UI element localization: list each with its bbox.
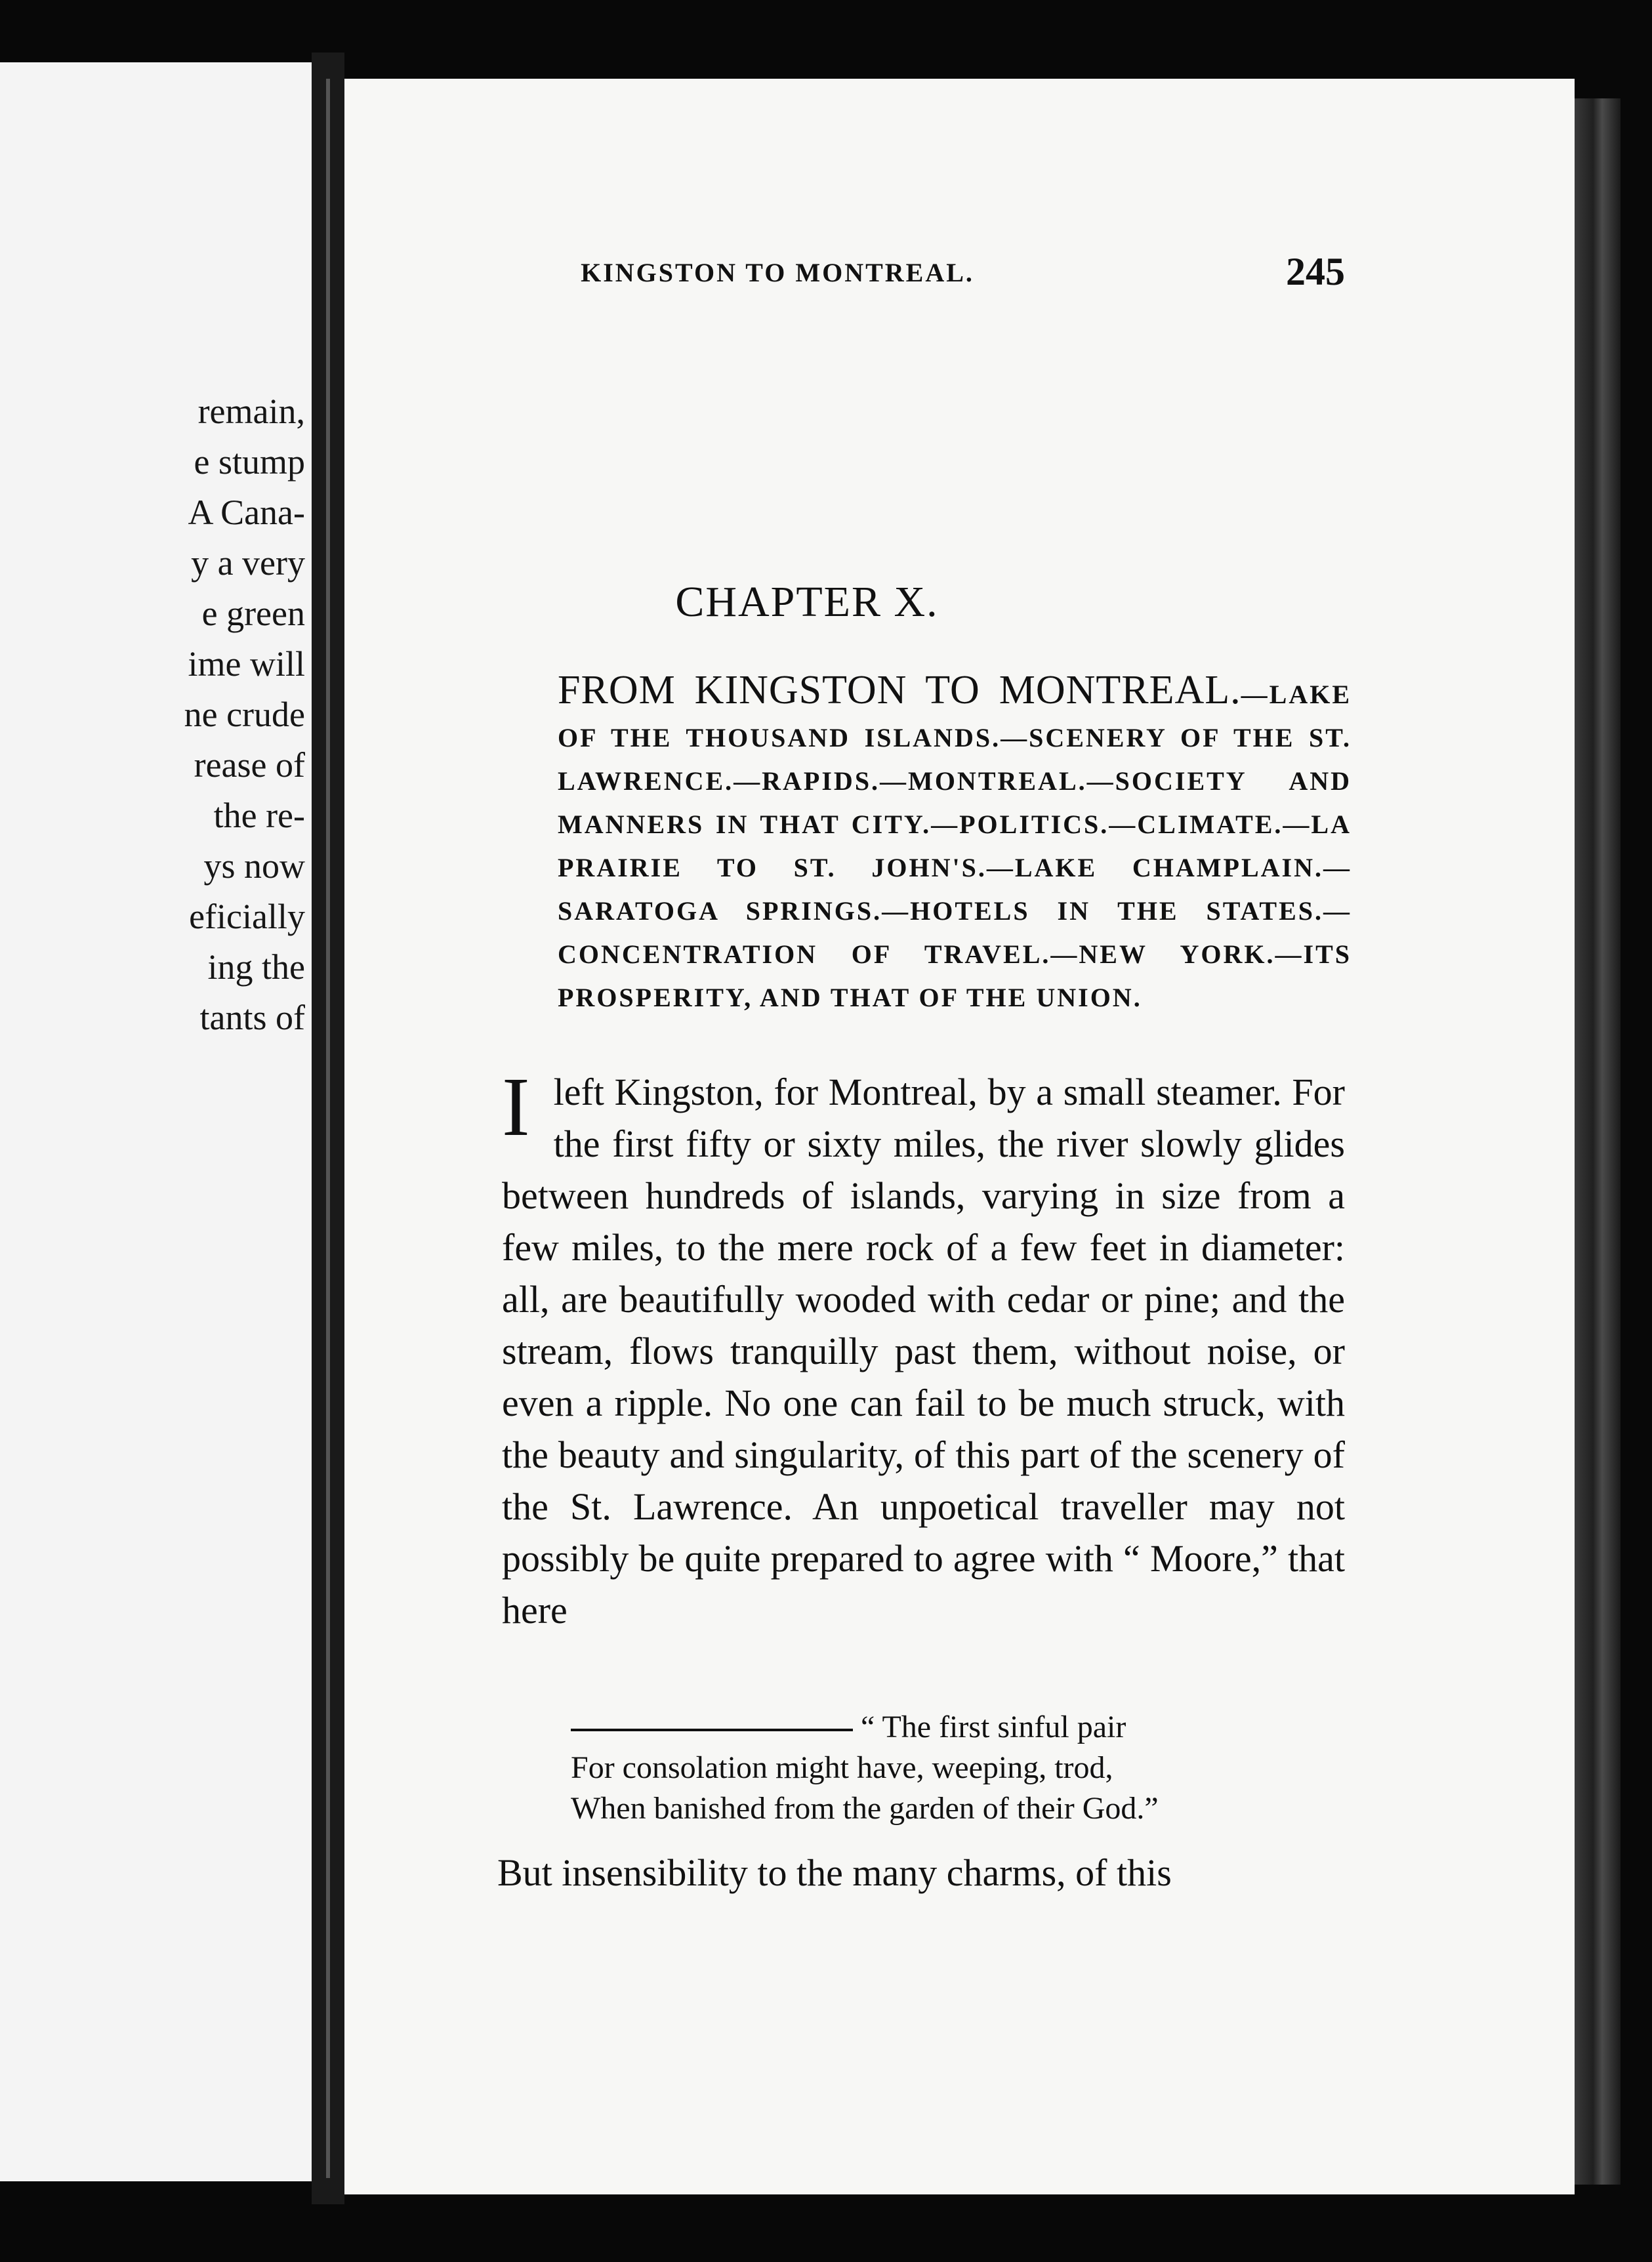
quote-line: For consolation might have, weeping, trod,	[571, 1750, 1113, 1785]
chapter-title: CHAPTER X.	[675, 578, 939, 626]
continuation-line: But insensibility to the many charms, of this	[497, 1851, 1172, 1894]
left-page-line: tants of	[199, 998, 305, 1037]
left-page-line: e stump	[194, 442, 305, 482]
quote-line: When banished from the garden of their God.”	[571, 1791, 1159, 1826]
left-page-line: e green	[201, 594, 305, 633]
page-number: 245	[1286, 250, 1345, 293]
left-page-line: remain,	[197, 392, 305, 431]
drop-cap: I	[502, 1060, 530, 1153]
left-page-line: y a very	[191, 543, 305, 583]
quote-line	[571, 1707, 1312, 1748]
verse-quotation	[571, 1707, 1312, 1829]
paragraph-text: left Kingston, for Montreal, by a small steamer. For the first fifty or sixty miles, the river slowly glides between hundreds of islands, varying in size from a few miles, to the mere rock of a few feet in diameter: all, are beautifully wooded with cedar or pine; and the stream, flows tranquilly past them, without noise, or even a ripple. No one can fail to be much struck, with the beauty and singularity, of this part of the scenery of the St. Lawrence. An unpoetical traveller may not possibly be quite prepared to agree with “ Moore,” that here	[502, 1071, 1345, 1632]
left-page	[0, 62, 312, 2181]
left-page-line: ing the	[207, 947, 305, 987]
left-page-line: A Cana-	[188, 493, 305, 532]
left-page-line: ne crude	[184, 695, 305, 734]
synopsis-lead: FROM KINGSTON TO MONTREAL.	[558, 668, 1241, 712]
left-page-line: rease of	[194, 745, 305, 785]
running-head: KINGSTON TO MONTREAL.	[581, 258, 974, 287]
body-paragraph	[502, 1060, 1345, 1636]
quote-line-text: “ The first sinful pair	[861, 1710, 1126, 1744]
left-page-line: ime will	[188, 644, 305, 684]
left-page-line: ys now	[203, 846, 305, 886]
chapter-synopsis	[558, 669, 1352, 1019]
book-gutter	[312, 52, 344, 2204]
left-page-line: eficially	[189, 897, 305, 936]
gutter-edge	[326, 79, 330, 2178]
left-page-line: the re-	[213, 796, 305, 835]
synopsis-topics: —LAKE OF THE THOUSAND ISLANDS.—SCENERY OF THE ST. LAWRENCE.—RAPIDS.—MONTREAL.—SOCIETY AND MANNERS IN THAT CITY.—POLITICS.—CLIMATE.—LA PRAIRIE TO ST. JOHN'S.—LAKE CHAMPLAIN.—SARATOGA SPRINGS.—HOTELS IN THE STATES.—CONCENTRATION OF TRAVEL.—NEW YORK.—ITS PROSPERITY, AND THAT OF THE UNION.	[558, 680, 1352, 1012]
quote-dash-rule	[571, 1729, 853, 1731]
page-edge	[1575, 98, 1621, 2185]
